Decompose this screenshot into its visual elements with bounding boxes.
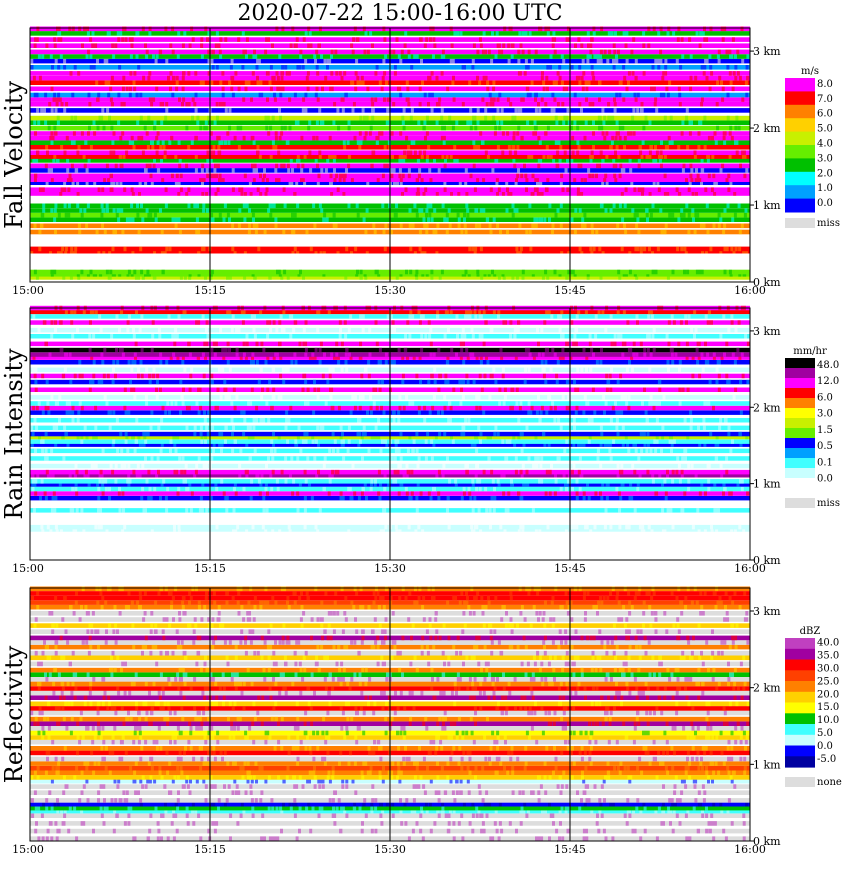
legend-label: 0.5 — [817, 441, 833, 452]
legend-swatch — [785, 78, 815, 92]
legend-label: 3.0 — [817, 153, 833, 165]
panel-reflectivity — [0, 587, 842, 857]
legend-swatch — [785, 199, 815, 213]
legend-label-missing: miss — [817, 218, 840, 229]
y-tick-label: 1 km — [753, 199, 781, 213]
y-tick-label: 3 km — [753, 605, 781, 618]
legend-swatch — [785, 458, 815, 469]
legend-label: 0.0 — [817, 740, 833, 752]
legend-swatch — [785, 448, 815, 459]
y-tick-label: 1 km — [753, 758, 781, 772]
y-tick-label: 0 km — [753, 276, 781, 289]
legend-swatch — [785, 638, 815, 649]
y-tick-label: 1 km — [753, 477, 781, 491]
legend-label: 12.0 — [817, 376, 840, 387]
x-tick-label: 15:30 — [374, 284, 406, 297]
x-tick-label: 15:15 — [194, 562, 226, 575]
legend-label: 15.0 — [817, 702, 840, 714]
legend-swatch — [785, 408, 815, 419]
legend-swatch — [785, 438, 815, 449]
legend-swatch — [785, 692, 815, 703]
legend-label: 0.0 — [817, 473, 833, 485]
legend-label: 2.0 — [817, 168, 833, 180]
legend-label: 25.0 — [817, 676, 840, 688]
legend-label: 6.0 — [817, 108, 833, 120]
panel-fall-velocity — [0, 27, 840, 298]
legend-swatch — [785, 145, 815, 159]
legend-label: 40.0 — [817, 637, 840, 649]
legend-swatch — [785, 185, 815, 199]
legend-swatch — [785, 428, 815, 439]
legend — [785, 66, 840, 229]
legend-swatch — [785, 172, 815, 186]
x-tick-label: 15:45 — [554, 843, 586, 856]
chart-title: 2020-07-22 15:00-16:00 UTC — [237, 1, 563, 26]
legend-swatch — [785, 368, 815, 379]
legend-swatch-missing — [785, 777, 815, 787]
panel-label: Reflectivity — [0, 645, 28, 784]
x-tick-label: 15:00 — [12, 562, 44, 575]
legend-swatch — [785, 388, 815, 399]
y-tick-label: 2 km — [753, 401, 781, 415]
y-tick-label: 0 km — [753, 554, 781, 567]
legend-unit: m/s — [801, 66, 819, 77]
x-tick-label: 16:00 — [734, 843, 766, 856]
x-tick-label: 15:45 — [554, 284, 586, 297]
x-tick-label: 15:30 — [374, 843, 406, 856]
legend-swatch — [785, 398, 815, 409]
panels-group — [0, 27, 842, 857]
legend-swatch — [785, 418, 815, 429]
legend-swatch — [785, 649, 815, 660]
legend-label: 30.0 — [817, 663, 840, 675]
legend-label-missing: miss — [817, 498, 840, 509]
y-tick-label: 2 km — [753, 122, 781, 136]
legend-swatch — [785, 132, 815, 146]
legend-swatch — [785, 468, 815, 479]
x-tick-label: 15:00 — [12, 843, 44, 856]
legend-swatch — [785, 478, 815, 489]
legend-swatch — [785, 681, 815, 692]
legend-label-missing: none — [817, 777, 842, 788]
y-tick-label: 2 km — [753, 681, 781, 695]
legend-label: 1.0 — [817, 183, 833, 195]
x-tick-label: 16:00 — [734, 562, 766, 575]
legend-label: 5.0 — [817, 123, 833, 135]
legend-label: 5.0 — [817, 728, 833, 739]
x-tick-label: 15:45 — [554, 562, 586, 575]
legend-swatch — [785, 735, 815, 746]
x-tick-label: 16:00 — [734, 284, 766, 297]
legend-swatch — [785, 158, 815, 172]
legend-label: 4.0 — [817, 138, 833, 150]
legend-unit: dBZ — [799, 626, 821, 637]
legend-label: 6.0 — [817, 392, 833, 404]
legend-swatch — [785, 105, 815, 119]
legend-swatch — [785, 756, 815, 767]
legend-swatch — [785, 378, 815, 389]
legend-swatch — [785, 724, 815, 735]
legend-label: 35.0 — [817, 650, 840, 662]
x-tick-label: 15:30 — [374, 562, 406, 575]
y-tick-label: 0 km — [753, 835, 781, 848]
legend-swatch — [785, 91, 815, 105]
legend-label: 48.0 — [817, 359, 840, 371]
legend-unit: mm/hr — [793, 346, 827, 357]
x-tick-label: 15:15 — [194, 284, 226, 297]
legend-swatch — [785, 118, 815, 132]
legend-label: 10.0 — [817, 715, 840, 727]
legend-swatch-missing — [785, 218, 815, 228]
legend-label: 7.0 — [817, 93, 833, 105]
legend-label: 8.0 — [817, 78, 833, 90]
y-tick-label: 3 km — [753, 324, 781, 338]
legend-swatch — [785, 746, 815, 757]
legend-swatch — [785, 703, 815, 714]
legend-label: 3.0 — [817, 408, 833, 420]
x-tick-label: 15:00 — [12, 284, 44, 297]
legend — [785, 346, 840, 509]
panel-label: Rain Intensity — [0, 348, 28, 520]
x-tick-label: 15:15 — [194, 843, 226, 856]
legend-label: 0.0 — [817, 198, 833, 209]
legend-label: 1.5 — [817, 424, 833, 436]
panel-rain-intensity — [0, 306, 840, 575]
legend-swatch-missing — [785, 498, 815, 508]
legend-swatch — [785, 713, 815, 724]
legend-label: 0.1 — [817, 457, 833, 469]
y-tick-label: 3 km — [753, 45, 781, 59]
legend-label: 20.0 — [817, 689, 840, 701]
legend-swatch — [785, 358, 815, 369]
legend — [785, 626, 842, 788]
legend-swatch — [785, 670, 815, 681]
panel-label: Fall Velocity — [0, 80, 28, 230]
legend-label: -5.0 — [817, 753, 837, 765]
legend-swatch — [785, 660, 815, 671]
